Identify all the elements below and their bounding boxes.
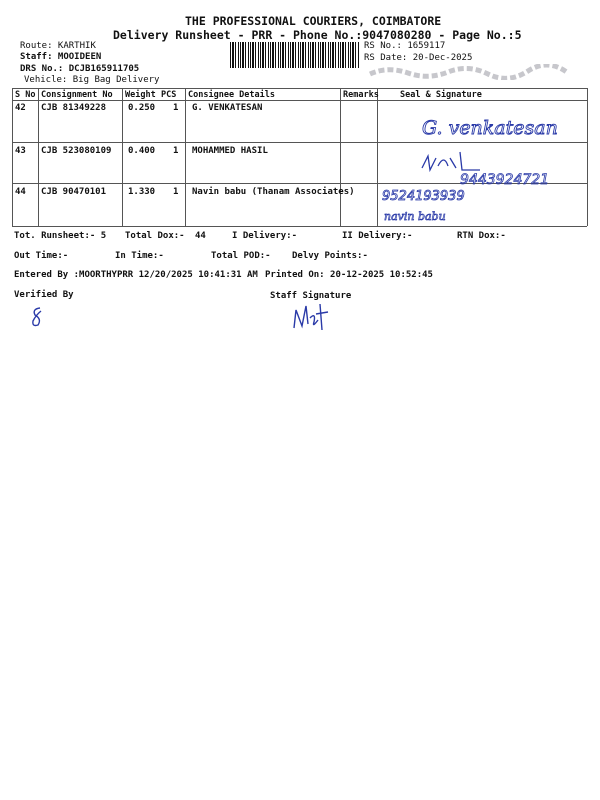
row-sno: 44 [15,187,26,197]
staff-label: Staff: MOOIDEEN [20,52,102,62]
row-weight: 0.250 [128,103,156,113]
ii-delivery: II Delivery:- [342,231,413,241]
svg-text:G. venkatesan: G. venkatesan [422,117,558,139]
row-pcs: 1 [173,146,179,156]
faint-stamp [368,64,573,80]
rs-date: RS Date: 20-Dec-2025 [364,53,473,63]
table-header-border [12,100,587,101]
row-consignment: CJB 523080109 [41,146,112,156]
row-sno: 43 [15,146,26,156]
svg-text:9443924721: 9443924721 [460,172,550,188]
row-sno: 42 [15,103,26,113]
col-header-consignment: Consignment No [41,90,113,100]
signature-row-43 [420,148,590,190]
verified-by-label: Verified By [14,290,74,300]
row-weight: 1.330 [128,187,156,197]
verified-initial-mark [28,305,48,329]
row-consignment: CJB 81349228 [41,103,107,113]
col-line [12,88,13,226]
route-label: Route: KARTHIK [20,41,96,51]
row-pcs: 1 [173,187,179,197]
svg-text:9524193939: 9524193939 [382,189,465,204]
vehicle-label: Vehicle: Big Bag Delivery [24,75,160,85]
table-top-border [12,88,587,89]
out-time: Out Time:- [14,251,69,261]
tot-runsheet: Tot. Runsheet:- 5 [14,231,107,241]
col-header-sno: S No [15,90,36,100]
col-line [185,88,186,226]
col-header-signature: Seal & Signature [400,90,482,100]
col-line [38,88,39,226]
col-line [377,88,378,226]
signature-row-44 [380,186,510,228]
barcode [230,42,360,68]
staff-signature-label: Staff Signature [270,291,352,301]
row-consignee: G. VENKATESAN [192,103,263,113]
entered-by: Entered By :MOORTHYPRR 12/20/2025 10:41:31 AM [14,270,258,280]
staff-signature-mark [290,300,334,334]
total-dox-value: 44 [195,231,206,241]
row-pcs: 1 [173,103,179,113]
runsheet-subtitle: Delivery Runsheet - PRR - Phone No.:9047080280 - Page No.:5 [113,28,522,42]
company-title: THE PROFESSIONAL COURIERS, COIMBATORE [185,14,442,28]
delvy-points: Delvy Points:- [292,251,368,261]
signature-row-42 [420,110,580,142]
total-dox-label: Total Dox:- [125,231,185,241]
rs-number: RS No.: 1659117 [364,41,446,51]
col-header-weight: Weight [125,90,156,100]
col-line [122,88,123,226]
svg-text:navin babu: navin babu [384,210,446,223]
in-time: In Time:- [115,251,164,261]
col-header-consignee: Consignee Details [188,90,275,100]
row-divider [12,142,587,143]
row-consignee: Navin babu (Thanam Associates) [192,187,355,197]
drs-number: DRS No.: DCJB165911705 [20,64,140,74]
col-header-pcs: PCS [161,90,177,100]
total-pod: Total POD:- [211,251,271,261]
col-line [340,88,341,226]
row-weight: 0.400 [128,146,156,156]
row-consignment: CJB 90470101 [41,187,107,197]
printed-on: Printed On: 20-12-2025 10:52:45 [265,270,433,280]
col-header-remarks: Remarks [343,90,379,100]
row-consignee: MOHAMMED HASIL [192,146,268,156]
rtn-dox: RTN Dox:- [457,231,506,241]
i-delivery: I Delivery:- [232,231,298,241]
